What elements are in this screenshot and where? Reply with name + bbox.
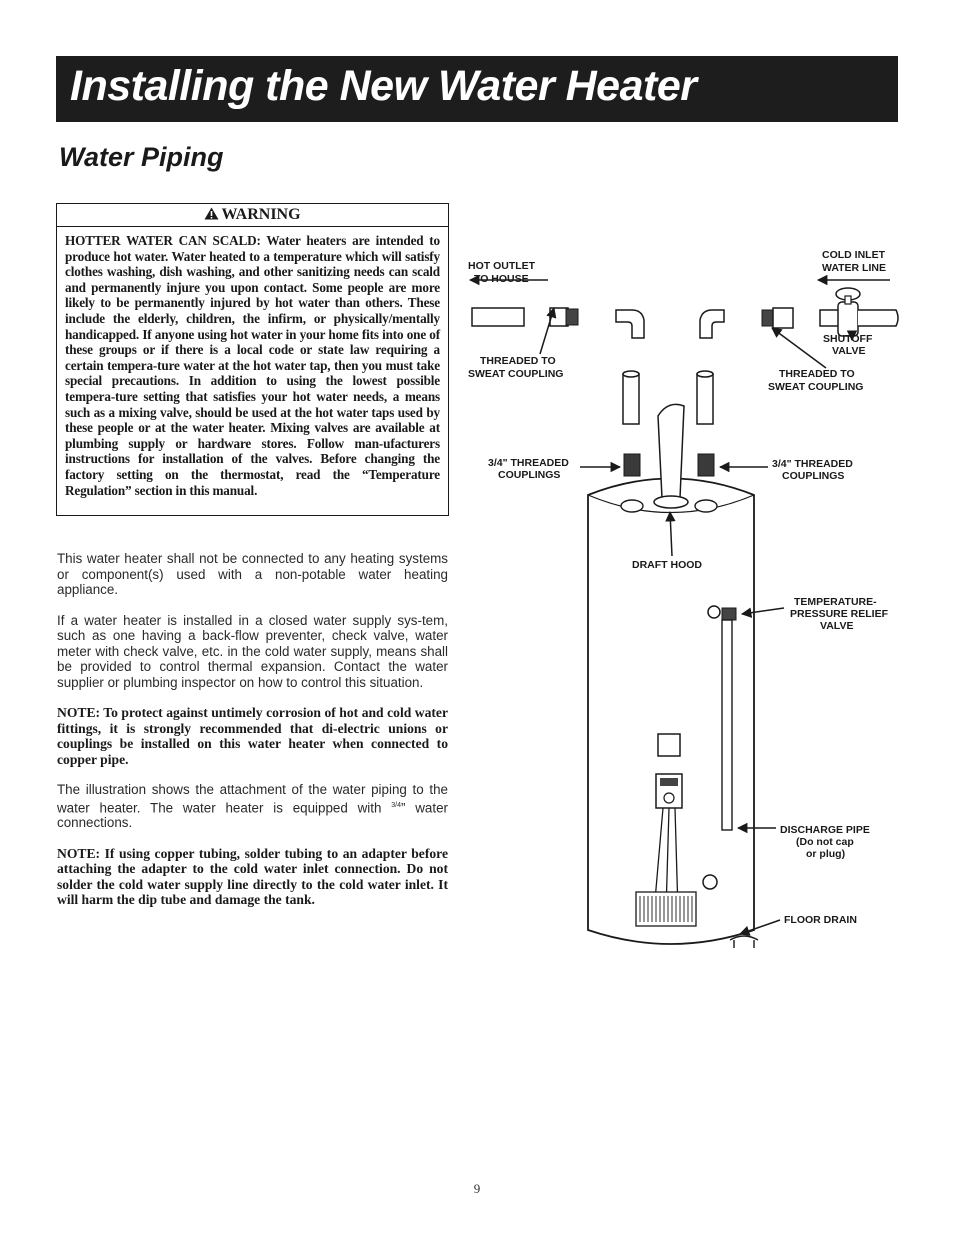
warning-body: HOTTER WATER CAN SCALD: Water heaters are intended to produce hot water. Water heated to a temperature which will satisfy clothes washing, dish washing, and other sanitizing needs can scald and permanently injure you upon contact. Some people are more likely to be permanently injured by hot water than others. These include the elderly, children, the infirm, or physically/mentally handicapped. If anyone using hot water in your home fits into one of these groups or if there is a local code or state law requiring a certain tempera-ture water at the hot water tap, then you must take special precautions. In addition to using the lowest possible tempera-ture setting that satisfies your hot water needs, a means such as a mixing valve, should be used at the hot water taps used by these people or at the water heater. Mixing valves are available at plumbing supply or hardware stores. Follow man-ufacturers instructions for installation of the valves. Before changing the factory setting on the thermostat, read the “Temperature Regulation” section in this manual. (65, 233, 440, 498)
hot-outlet-pipe (472, 308, 524, 326)
threaded-sweat-coupling-left (550, 308, 578, 326)
label-cold-inlet: COLD INLET WATER LINE (822, 249, 886, 274)
shutoff-valve (820, 288, 860, 336)
paragraph-thermal-expansion: If a water heater is installed in a closed water supply sys-tem, such as one having a back-flow preventer, check valve, water meter with check valve, etc. in the cold water supply, means shall be provided to control thermal expansion. Contact the water supplier or plumbing inspector on how to control this situation. (57, 612, 448, 690)
label-coupling-left: 3/4" THREADED COUPLINGS (488, 457, 569, 481)
page-number: 9 (473, 1181, 481, 1196)
discharge-pipe (722, 620, 732, 830)
page-title: Installing the New Water Heater (70, 62, 697, 110)
label-draft-hood: DRAFT HOOD (632, 559, 702, 571)
label-threaded-sweat-left: THREADED TO SWEAT COUPLING (468, 355, 564, 380)
threaded-coupling-left (624, 454, 640, 476)
body-text-column (57, 551, 448, 923)
label-tp-valve: TEMPERATURE-PRESSURE RELIEF VALVE (790, 596, 889, 632)
threaded-coupling-right (698, 454, 714, 476)
cold-water-line (858, 310, 898, 326)
pipe-nipple-right (697, 371, 713, 424)
label-hot-outlet: HOT OUTLET TO HOUSE (468, 260, 536, 285)
paragraph-illustration-end: ” water connections. (57, 799, 448, 831)
section-title: Water Piping (59, 142, 224, 172)
label-floor-drain: FLOOR DRAIN (784, 914, 857, 926)
gas-control-valve (656, 774, 682, 808)
label-threaded-sweat-right: THREADED TO SWEAT COUPLING (768, 368, 864, 393)
paragraph-illustration (57, 782, 448, 831)
title-banner (56, 56, 898, 122)
elbow-fitting-right (700, 310, 724, 338)
note-copper-tubing: NOTE: If using copper tubing, solder tubing to an adapter before attaching the adapter to the cold water inlet connection. Do not solder the cold water supply line directly to the cold water inlet. It will harm the dip tube and damage the tank. (57, 845, 448, 908)
note-dielectric-unions: NOTE: To protect against untimely corrosion of hot and cold water fittings, it is strongly recommended that di-electric unions or couplings be installed on this water heater when connected to copper pipe. (57, 705, 448, 767)
threaded-sweat-coupling-right (762, 308, 793, 328)
temperature-pressure-relief-valve (708, 606, 736, 620)
warning-box (56, 203, 449, 516)
warning-triangle-icon (204, 205, 219, 227)
warning-header (57, 204, 448, 227)
burner-access-grille (636, 892, 696, 926)
label-discharge-pipe: DISCHARGE PIPE (Do not cap or plug) (780, 824, 870, 860)
label-shutoff-valve: SHUTOFF VALVE (823, 333, 873, 357)
drain-valve (703, 875, 717, 889)
elbow-fitting-left (616, 310, 644, 338)
tank-port-left (621, 500, 643, 512)
warning-heading: WARNING (221, 206, 301, 223)
paragraph-illustration-text: The illustration shows the attachment of the water piping to the water heater. The water heater is equipped with (57, 782, 448, 815)
pipe-nipple-left (623, 371, 639, 424)
label-coupling-right: 3/4" THREADED COUPLINGS (772, 458, 853, 482)
floor-drain (730, 936, 758, 948)
fraction-three-quarter: 3/4 (391, 801, 401, 809)
access-panel (658, 734, 680, 756)
water-heater-diagram (458, 240, 908, 955)
paragraph-non-potable: This water heater shall not be connected to any heating systems or component(s) used with a non-potable water heating appliance. (57, 551, 448, 597)
tank-port-right (695, 500, 717, 512)
